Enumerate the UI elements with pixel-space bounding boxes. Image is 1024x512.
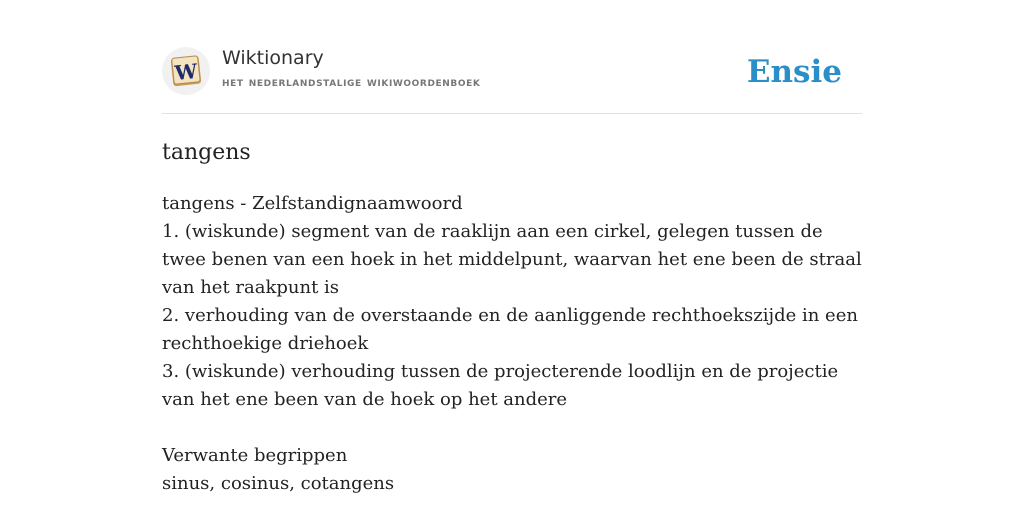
site-header bbox=[162, 44, 862, 100]
definition-1: 1. (wiskunde) segment van de raaklijn aan een cirkel, gelegen tussen de twee benen van een hoek in het middelpunt, waarvan het ene been de straal van het raakpunt is bbox=[162, 221, 862, 298]
ensie-logo[interactable]: Ensie bbox=[746, 54, 842, 90]
part-of-speech-line: tangens - Zelfstandignaamwoord bbox=[162, 193, 463, 214]
spacer bbox=[162, 414, 862, 442]
svg-text:W: W bbox=[173, 58, 199, 86]
brand-subtitle: het nederlandstalige wikiwoordenboek bbox=[222, 75, 481, 90]
brand-title[interactable]: Wiktionary bbox=[222, 47, 324, 69]
related-heading: Verwante begrippen bbox=[162, 445, 348, 466]
headword: tangens bbox=[162, 140, 251, 165]
related-terms: sinus, cosinus, cotangens bbox=[162, 473, 395, 494]
wiktionary-logo-icon[interactable] bbox=[162, 47, 210, 95]
page bbox=[162, 0, 862, 512]
definition-3: 3. (wiskunde) verhouding tussen de projecterende loodlijn en de projectie van het ene been van de hoek op het andere bbox=[162, 361, 839, 410]
definition-2: 2. verhouding van de overstaande en de aanliggende rechthoekszijde in een rechthoekige driehoek bbox=[162, 305, 858, 354]
header-divider bbox=[162, 113, 862, 114]
entry-content bbox=[162, 190, 862, 498]
